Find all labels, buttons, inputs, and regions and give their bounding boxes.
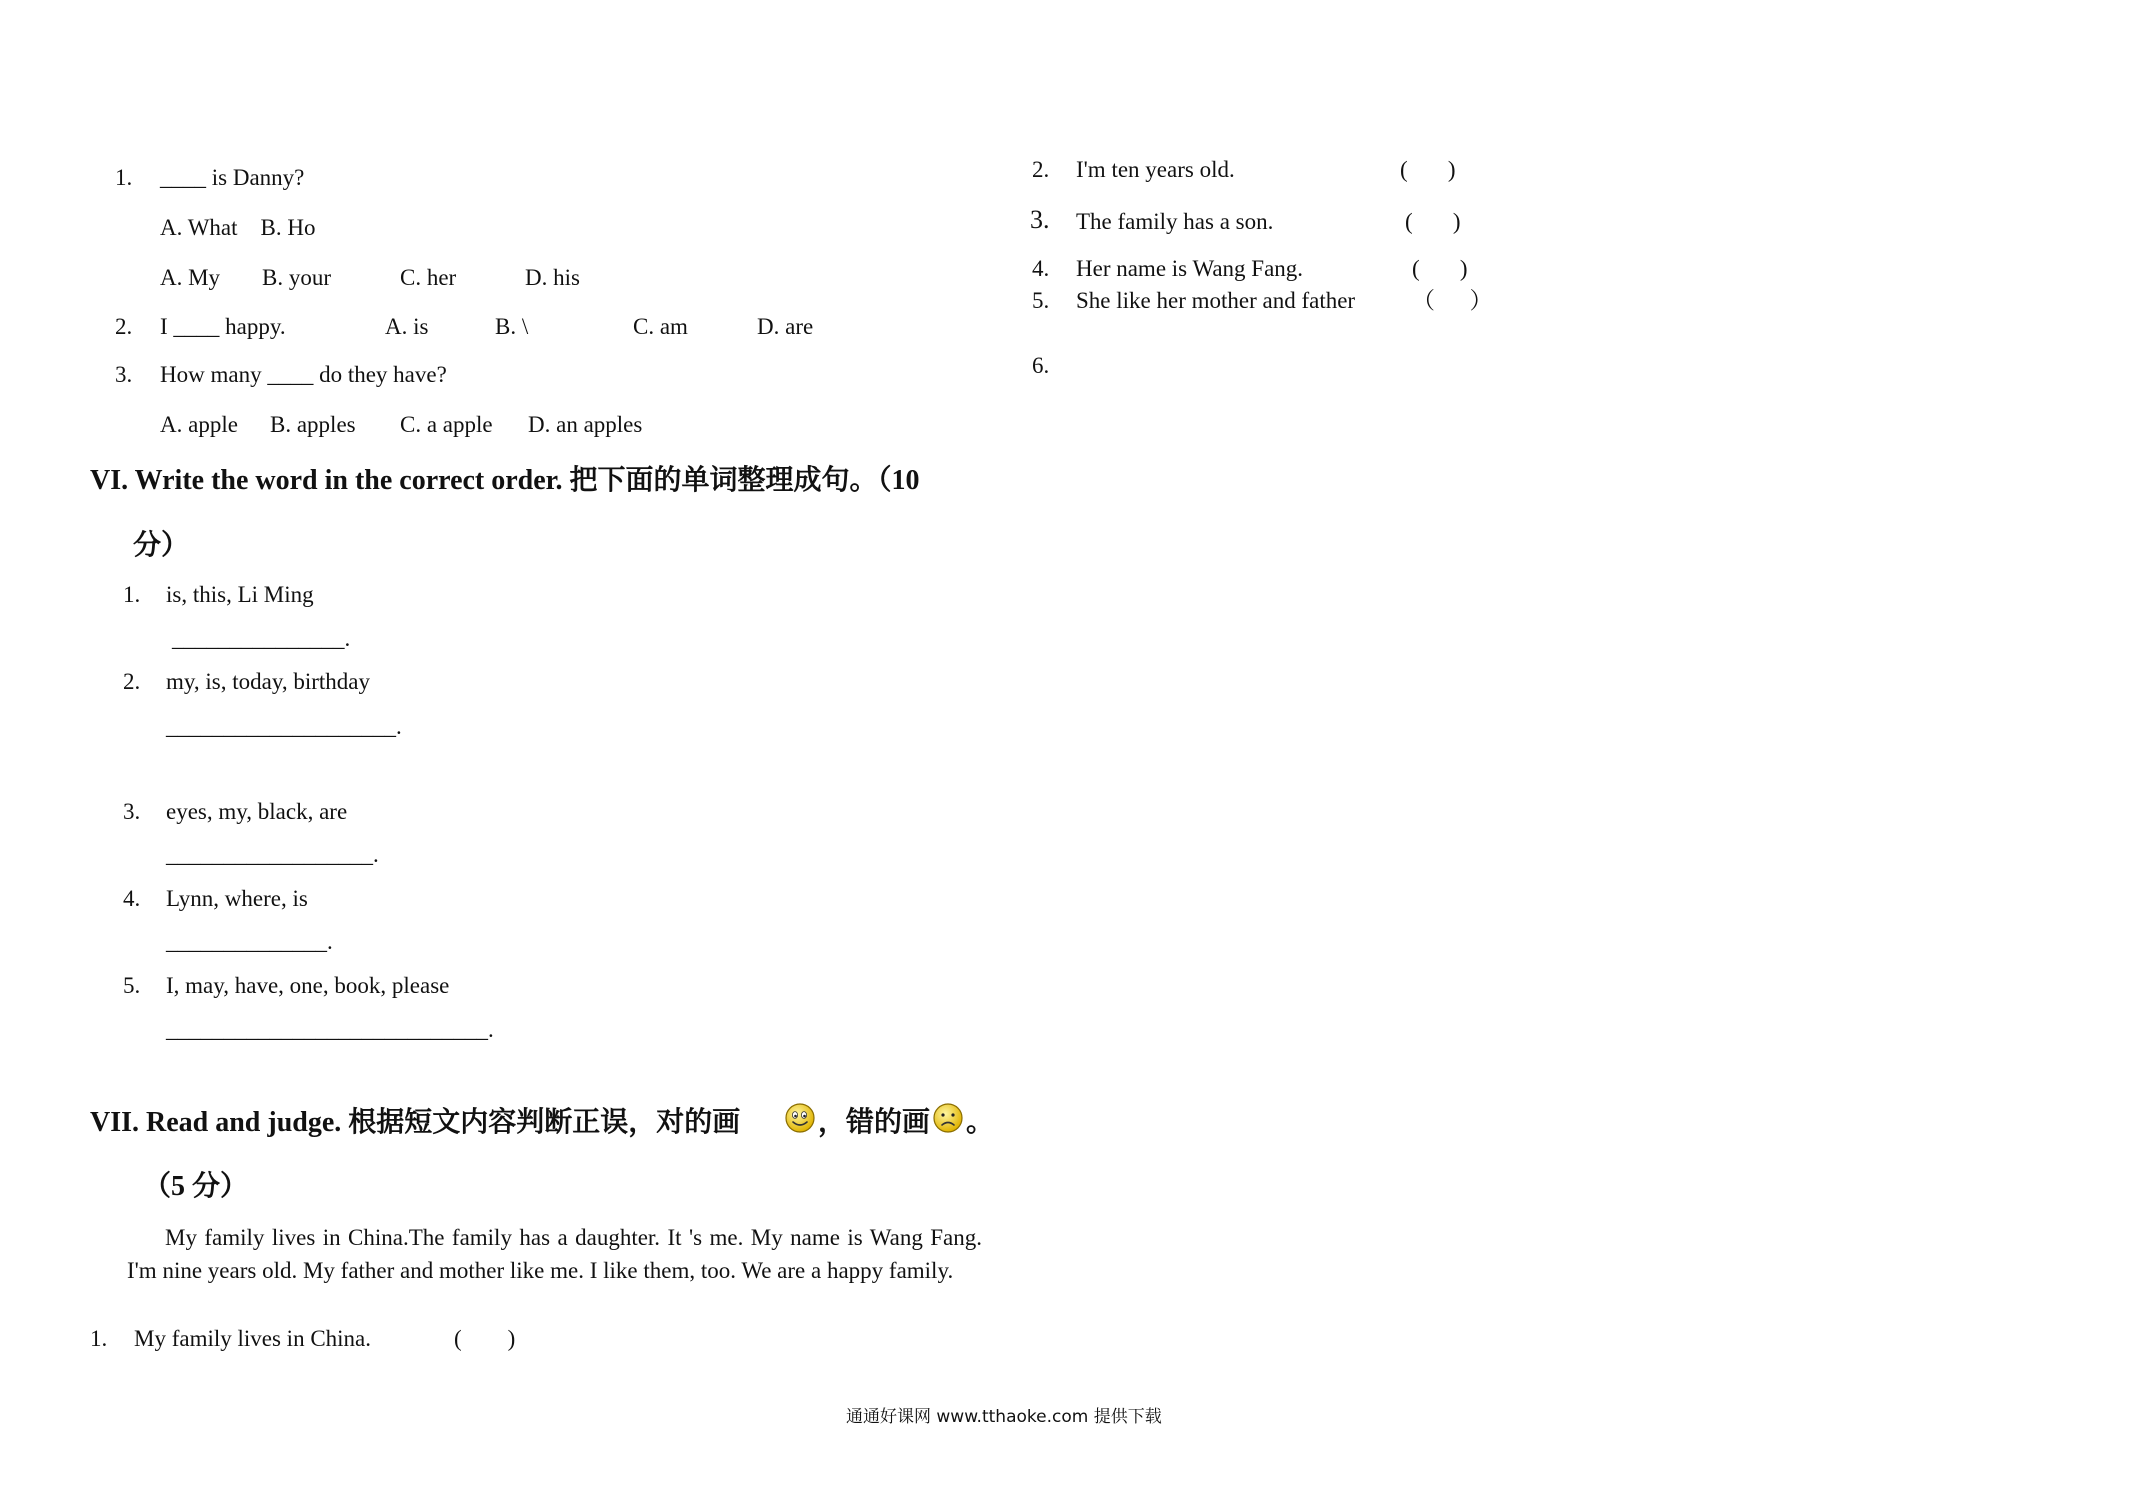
- r-item3-number: 3.: [1030, 205, 1050, 234]
- s6-item4-words: Lynn, where, is: [166, 886, 308, 911]
- q1b-option-b: B. your: [262, 265, 331, 290]
- q1-number: 1.: [115, 165, 133, 190]
- s6-item2-number: 2.: [123, 669, 141, 694]
- r-item5-text: She like her mother and father: [1076, 288, 1356, 313]
- s6-item5-answer-line[interactable]: ____________________________.: [166, 1017, 494, 1042]
- s6-item5-words: I, may, have, one, book, please: [166, 973, 450, 998]
- s7-q1-answer-paren[interactable]: ( ): [454, 1326, 516, 1351]
- q1b-option-a: A. My: [160, 265, 221, 290]
- s6-item5-number: 5.: [123, 973, 141, 998]
- s6-item3-number: 3.: [123, 799, 141, 824]
- q2-option-d: D. are: [757, 314, 814, 339]
- q3-option-c: C. a apple: [400, 412, 493, 437]
- r-item3-text: The family has a son.: [1076, 209, 1274, 234]
- q2-option-b: B. \: [495, 314, 529, 339]
- s6-item3-words: eyes, my, black, are: [166, 799, 348, 824]
- section-7-title-b: ，错的画: [818, 1107, 931, 1138]
- s6-item1-words: is, this, Li Ming: [166, 582, 314, 607]
- reading-passage: My family lives in China.The family has a daughter. It 's me. My name is Wang Fang. I'm nine years old. My father and mother like me. I like them, too. We are a happy family.: [127, 1225, 982, 1283]
- s6-item2-answer-line[interactable]: ____________________.: [166, 714, 402, 739]
- s6-item3-answer-line[interactable]: __________________.: [166, 842, 379, 867]
- q1-text: ____ is Danny?: [160, 165, 305, 190]
- smiley-face-icon: [784, 1102, 816, 1134]
- q3-text: How many ____ do they have?: [160, 362, 447, 387]
- q1-options: A. What B. Ho: [160, 215, 316, 240]
- section-7-title-c: 。: [966, 1107, 995, 1138]
- s7-q1-number: 1.: [90, 1326, 108, 1351]
- r-item2-text: I'm ten years old.: [1076, 157, 1235, 182]
- r-item6-number: 6.: [1032, 353, 1050, 378]
- s6-item1-answer-line[interactable]: _______________.: [172, 626, 351, 651]
- q2-option-a: A. is: [385, 314, 429, 339]
- r-item4-number: 4.: [1032, 256, 1050, 281]
- section-7-title-cont: （5 分）: [143, 1171, 249, 1202]
- s6-item2-words: my, is, today, birthday: [166, 669, 370, 694]
- r-item3-answer-paren[interactable]: ( ): [1405, 209, 1461, 234]
- q2-number: 2.: [115, 314, 133, 339]
- r-item5-number: 5.: [1032, 288, 1050, 313]
- r-item4-answer-paren[interactable]: ( ): [1412, 256, 1468, 281]
- s6-item4-number: 4.: [123, 886, 141, 911]
- footer-credit: 通通好课网 www.tthaoke.com 提供下载: [846, 1407, 1162, 1427]
- r-item5-answer-paren[interactable]: （ ）: [1412, 288, 1493, 313]
- q2-option-c: C. am: [633, 314, 688, 339]
- section-6-title-cont: 分）: [133, 530, 190, 561]
- section-6-title: VI. Write the word in the correct order. 把下面的单词整理成句。（10: [90, 465, 920, 496]
- q3-option-b: B. apples: [270, 412, 356, 437]
- q3-option-d: D. an apples: [528, 412, 643, 437]
- section-7-title-a: VII. Read and judge. 根据短文内容判断正误，对的画: [90, 1107, 741, 1138]
- r-item4-text: Her name is Wang Fang.: [1076, 256, 1304, 281]
- s7-q1-text: My family lives in China.: [134, 1326, 372, 1351]
- q3-number: 3.: [115, 362, 133, 387]
- q2-text: I ____ happy.: [160, 314, 286, 339]
- r-item2-number: 2.: [1032, 157, 1050, 182]
- r-item2-answer-paren[interactable]: ( ): [1400, 157, 1456, 182]
- q1b-option-d: D. his: [525, 265, 580, 290]
- sad-face-icon: [932, 1102, 964, 1134]
- q3-option-a: A. apple: [160, 412, 238, 437]
- s6-item4-answer-line[interactable]: ______________.: [166, 929, 333, 954]
- q1b-option-c: C. her: [400, 265, 457, 290]
- s6-item1-number: 1.: [123, 582, 141, 607]
